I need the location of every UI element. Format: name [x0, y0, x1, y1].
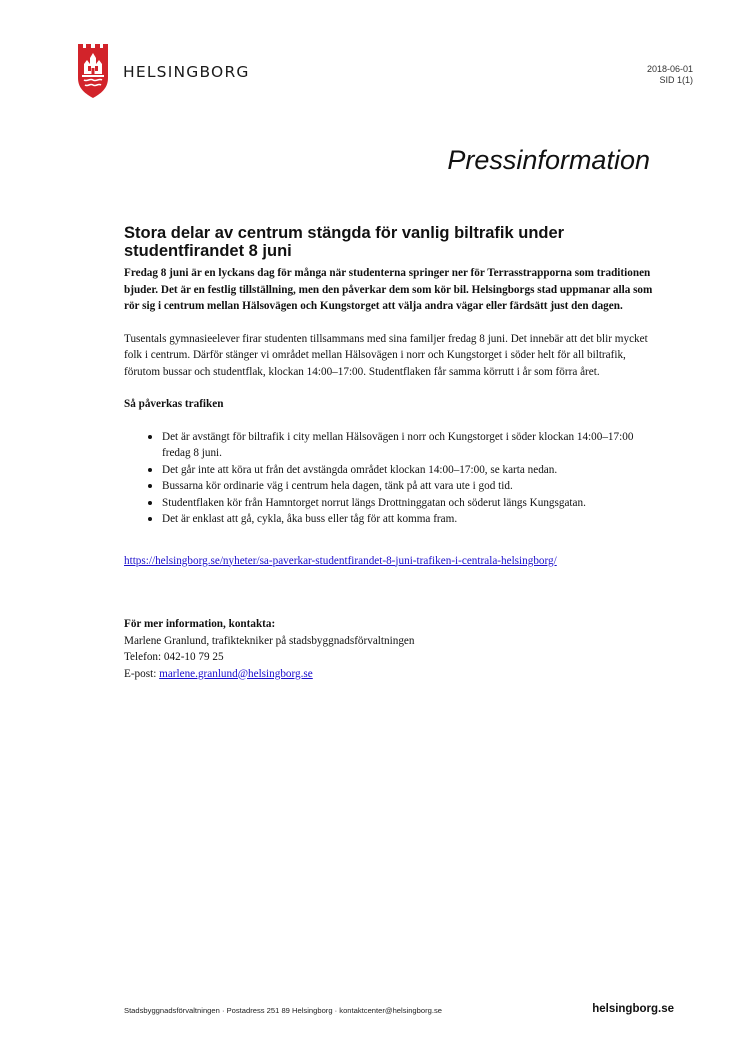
- bullet-icon: [148, 468, 152, 472]
- email-link[interactable]: marlene.granlund@helsingborg.se: [159, 667, 313, 680]
- bullet-icon: [148, 501, 152, 505]
- headline: Stora delar av centrum stängda för vanlig biltrafik under studentfirandet 8 juni: [124, 224, 565, 260]
- list-item: [148, 511, 654, 528]
- article-link[interactable]: https://helsingborg.se/nyheter/sa-paverkar-studentfirandet-8-juni-trafiken-i-centrala-helsingborg/: [124, 554, 557, 567]
- contact-email-row: [124, 666, 654, 683]
- list-item-text: Bussarna kör ordinarie väg i centrum hela dagen, tänk på att vara ute i god tid.: [162, 480, 513, 492]
- helsingborg-crest-logo: [76, 44, 110, 98]
- list-item-text: Det är avstängt för biltrafik i city mellan Hälsovägen i norr och Kungstorget i söder klockan 14:00–17:00 fredag 8 juni.: [162, 430, 634, 459]
- list-item: [148, 495, 654, 512]
- email-label: E-post:: [124, 667, 160, 680]
- main-content: [124, 224, 654, 682]
- document-date: 2018-06-01: [646, 64, 693, 74]
- bullet-icon: [148, 484, 152, 488]
- lead-paragraph: Fredag 8 juni är en lyckans dag för många när studenterna springer ner för Terrasstrapporna som traditionen bjuder. Det är en festlig tillställning, men den påverkar dem som kör bil. Helsingborgs stad uppmanar alla som rör sig i centrum mellan Hälsovägen och Kungstorget att välja andra vägar eller färdsätt just den dagen.: [124, 267, 653, 312]
- page-number: SID 1(1): [659, 75, 693, 85]
- body-paragraph: Tusentals gymnasieelever firar studenten tillsammans med sina familjer fredag 8 juni. Det innebär att det blir mycket folk i centrum. Därför stänger vi området mellan Hälsovägen i norr och Kungstorget i söder helt för all biltrafik, förutom bussar och studentflak, klockan 14:00–17:00. Studentflaken får samma körrutt i år som förra året.: [124, 332, 648, 378]
- list-item-text: Det går inte att köra ut från det avstängda området klockan 14:00–17:00, se karta nedan.: [162, 463, 558, 476]
- list-item: [148, 429, 654, 462]
- footer-website: helsingborg.se: [592, 1003, 674, 1015]
- bullet-icon: [148, 435, 152, 439]
- contact-phone: Telefon: 042-10 79 25: [124, 651, 224, 663]
- list-item-text: Studentflaken kör från Hamntorget norrut längs Drottninggatan och söderut längs Kungsgatan.: [162, 496, 586, 509]
- contact-title: För mer information, kontakta:: [124, 618, 276, 630]
- traffic-subheading: Så påverkas trafiken: [124, 398, 224, 410]
- list-item: [148, 478, 654, 495]
- list-item: [148, 462, 654, 479]
- footer-address: Stadsbyggnadsförvaltningen · Postadress 251 89 Helsingborg · kontaktcenter@helsingborg.se: [124, 1006, 442, 1015]
- document-type: Pressinformation: [447, 145, 650, 175]
- contact-block: [124, 616, 654, 682]
- list-item-text: Det är enklast att gå, cykla, åka buss eller tåg för att komma fram.: [162, 513, 458, 525]
- document-meta: [647, 64, 693, 86]
- traffic-list: [124, 429, 654, 528]
- bullet-icon: [148, 517, 152, 521]
- contact-name: Marlene Granlund, trafiktekniker på stadsbyggnadsförvaltningen: [124, 634, 415, 647]
- brand-name: HELSINGBORG: [123, 63, 250, 81]
